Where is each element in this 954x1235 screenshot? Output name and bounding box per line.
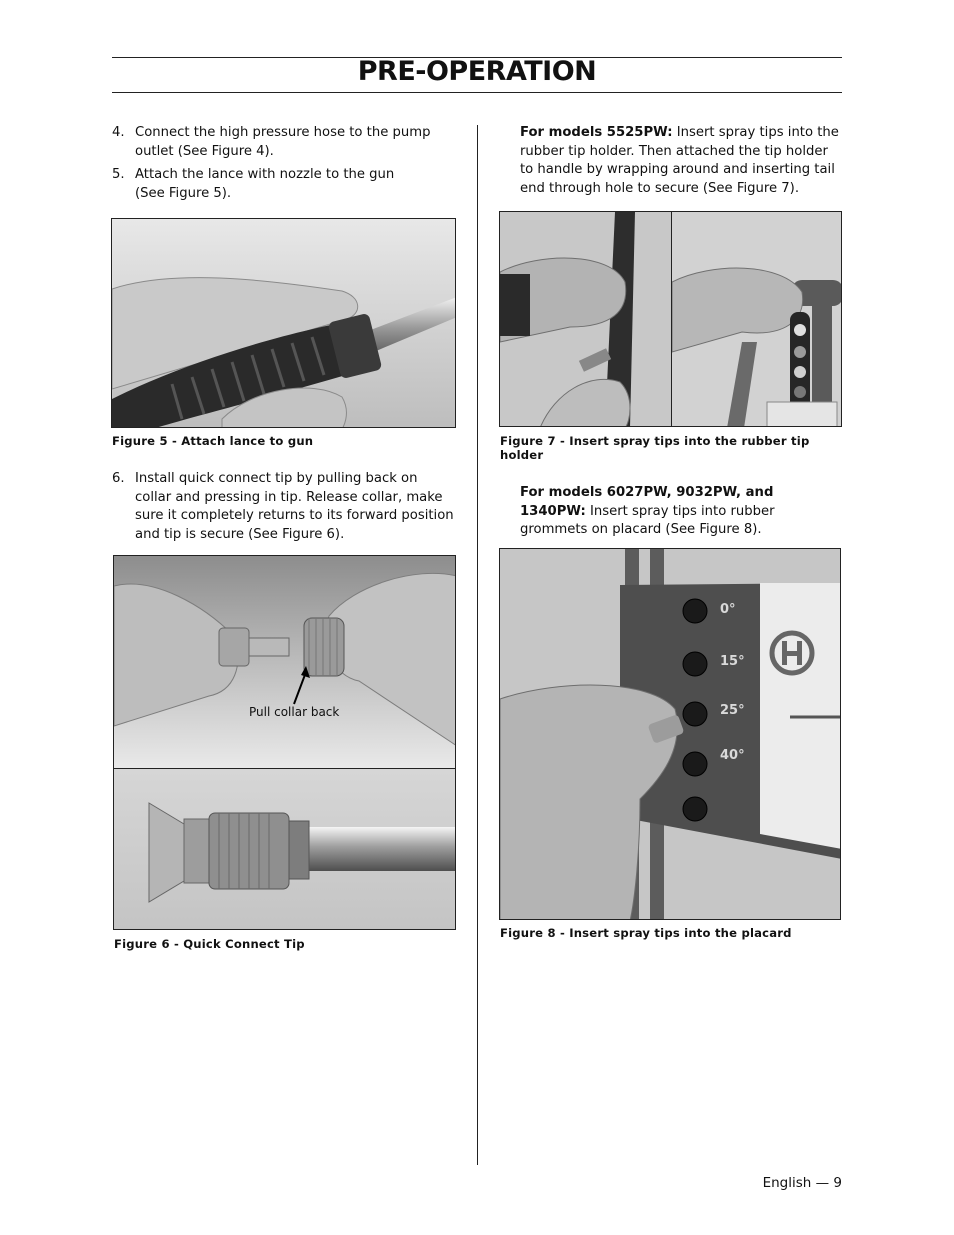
figure-6-photo-bottom bbox=[113, 768, 456, 930]
step-5 bbox=[112, 166, 422, 203]
placard-label-15: 15° bbox=[720, 654, 745, 669]
figure-7-photo-left bbox=[499, 211, 672, 427]
placard-label-25: 25° bbox=[720, 703, 745, 718]
figure-6-caption: Figure 6 - Quick Connect Tip bbox=[114, 937, 305, 951]
step-6 bbox=[112, 470, 457, 545]
figure-7-photo-right bbox=[671, 211, 842, 427]
step-number: 5. bbox=[112, 167, 125, 182]
figure-8-photo bbox=[499, 548, 841, 920]
step-text: Attach the lance with nozzle to the gun (See Figure 5). bbox=[135, 167, 395, 201]
paragraph-lead: For models 6027PW, 9032PW, and 1340PW: bbox=[520, 485, 774, 519]
step-text: Install quick connect tip by pulling back on collar and pressing in tip. Release collar, make sure it completely returns to its forward position and tip is secure (See Figure 6). bbox=[135, 471, 454, 543]
figure-7-caption: Figure 7 - Insert spray tips into the rubber tip holder bbox=[500, 434, 810, 462]
paragraph-5525pw bbox=[520, 124, 842, 199]
placard-label-0: 0° bbox=[720, 602, 736, 617]
step-4 bbox=[112, 124, 457, 161]
paragraph-lead: For models 5525PW: bbox=[520, 125, 673, 140]
page-title: PRE-OPERATION bbox=[357, 56, 597, 87]
column-divider bbox=[477, 125, 478, 1165]
figure-6-photo-top bbox=[113, 555, 456, 769]
figure-8-caption: Figure 8 - Insert spray tips into the placard bbox=[500, 926, 792, 940]
paragraph-6027pw bbox=[520, 484, 842, 540]
step-text: Connect the high pressure hose to the pump outlet (See Figure 4). bbox=[135, 125, 431, 159]
step-number: 6. bbox=[112, 471, 125, 486]
placard-label-40: 40° bbox=[720, 748, 745, 763]
paragraph-text: Insert spray tips into the rubber tip holder. Then attached the tip holder to handle by wrapping around and inserting tail end through hole to secure (See Figure 7). bbox=[520, 125, 839, 197]
figure-5-caption: Figure 5 - Attach lance to gun bbox=[112, 434, 314, 448]
page-footer: English — 9 bbox=[762, 1175, 842, 1191]
paragraph-text: Insert spray tips into rubber grommets on placard (See Figure 8). bbox=[520, 503, 775, 538]
step-number: 4. bbox=[112, 125, 125, 140]
figure-6-callout: Pull collar back bbox=[249, 705, 340, 719]
figure-5-photo bbox=[111, 218, 456, 428]
header-rule-bottom bbox=[112, 92, 842, 93]
